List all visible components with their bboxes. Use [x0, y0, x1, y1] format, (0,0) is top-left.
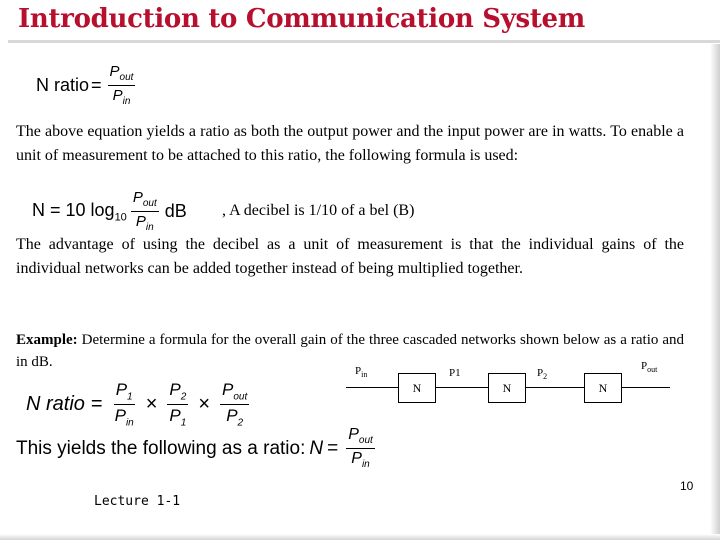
- denominator: $P_{in}$: [114, 406, 134, 429]
- equals-sign: =: [91, 75, 102, 95]
- equation-n-ratio: [36, 64, 139, 107]
- times-sign: ×: [145, 393, 158, 416]
- example-text: Determine a formula for the overall gain of the three cascaded networks shown below as a ratio and in dB.: [16, 332, 684, 370]
- denominator: $P_{in}$: [112, 87, 131, 107]
- network-box-1: N: [398, 373, 436, 403]
- numerator: $P_{out}$: [346, 427, 375, 449]
- numerator: $P_{out}$: [108, 64, 136, 86]
- label-p-in: $P_{in}$: [355, 365, 368, 380]
- numerator: $P_2$: [167, 381, 188, 405]
- network-box-3: N: [584, 373, 622, 403]
- fraction-pout-pin: [108, 64, 136, 107]
- denominator: $P_2$: [226, 406, 244, 429]
- equals-sign: =: [327, 437, 339, 459]
- times-sign: ×: [198, 393, 211, 416]
- label-p-out: $P_{out}$: [641, 360, 658, 375]
- decibel-note: , A decibel is 1/10 of a bel (B): [222, 202, 415, 219]
- denominator: $P_{in}$: [351, 450, 370, 471]
- bottom-edge-shadow: [0, 534, 720, 540]
- label-p1: P1: [449, 367, 461, 379]
- paragraph-ratio-explanation: The above equation yields a ratio as both the output power and the input power are in watts. To enable a unit of measurement to be attached to this ratio, the following formula is used:: [16, 123, 684, 164]
- right-edge-shadow: [710, 44, 720, 540]
- example-paragraph: [16, 329, 684, 373]
- example-label: Example:: [16, 332, 78, 348]
- numerator: $P_{out}$: [220, 381, 249, 405]
- label-p2: $P_2$: [537, 367, 548, 382]
- equation-decibel: [32, 190, 187, 233]
- paragraph-decibel-advantage: The advantage of using the decibel as a unit of measurement is that the individual gains of the individual networks can be added together instead of being multiplied together.: [16, 236, 684, 277]
- page-number: 10: [680, 479, 694, 493]
- equation-lhs: N ratio: [26, 393, 85, 416]
- equation-overall-ratio: [16, 427, 379, 470]
- numerator: $P_{out}$: [131, 190, 159, 212]
- title-divider: [8, 40, 720, 43]
- wire-1-2: [436, 387, 488, 388]
- result-text: This yields the following as a ratio:: [16, 437, 306, 459]
- fraction-p2-p1: [167, 381, 188, 429]
- network-box-2: N: [488, 373, 526, 403]
- fraction-pout-pin: [131, 190, 159, 233]
- input-wire: [346, 387, 398, 388]
- wire-2-3: [526, 387, 584, 388]
- denominator: $P_1$: [169, 406, 187, 429]
- equation-cascaded-ratio: [26, 381, 253, 429]
- output-wire: [622, 387, 670, 388]
- unit-db: dB: [164, 201, 187, 221]
- fraction-p1-pin: [113, 381, 136, 429]
- slide-title: Introduction to Communication System: [18, 4, 586, 34]
- denominator: $P_{in}$: [135, 213, 154, 233]
- fraction-pout-p2: [220, 381, 249, 429]
- equation-lhs: N ratio: [36, 75, 90, 95]
- equation-lhs: N = 10 $\log_{10}$: [32, 199, 127, 224]
- equation-lhs: N: [309, 437, 324, 459]
- equals-sign: =: [90, 393, 103, 416]
- numerator: $P_1$: [114, 381, 135, 405]
- fraction-pout-pin: [346, 427, 375, 470]
- lecture-label: Lecture 1-1: [94, 494, 181, 509]
